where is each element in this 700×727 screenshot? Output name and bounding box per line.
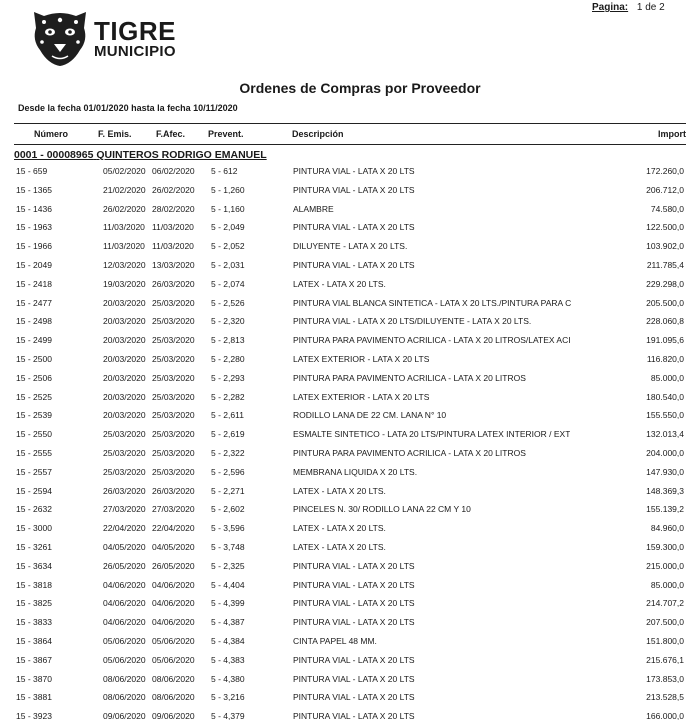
cell-prevent: 5 - 4,384 — [211, 635, 245, 646]
jaguar-head-icon — [28, 6, 92, 68]
table-row — [0, 577, 700, 596]
cell-numero: 15 - 3261 — [16, 541, 52, 552]
cell-afec: 25/03/2020 — [152, 410, 195, 421]
cell-afec: 05/06/2020 — [152, 654, 195, 665]
cell-numero: 15 - 1436 — [16, 203, 52, 214]
cell-afec: 26/03/2020 — [152, 278, 195, 289]
cell-emis: 26/03/2020 — [103, 485, 146, 496]
cell-prevent: 5 - 3,596 — [211, 523, 245, 534]
cell-prevent: 5 - 2,031 — [211, 259, 245, 270]
table-row — [0, 163, 700, 182]
table-row — [0, 652, 700, 671]
header-rule-bottom — [14, 144, 686, 145]
table-row — [0, 389, 700, 408]
cell-afec: 27/03/2020 — [152, 504, 195, 515]
cell-emis: 11/03/2020 — [103, 241, 145, 252]
cell-prevent: 5 - 2,322 — [211, 447, 245, 458]
cell-prevent: 5 - 2,602 — [211, 504, 245, 515]
cell-descripcion: PINTURA VIAL - LATA X 20 LTS — [293, 579, 415, 590]
cell-emis: 05/06/2020 — [103, 635, 146, 646]
cell-emis: 11/03/2020 — [103, 222, 145, 233]
cell-emis: 22/04/2020 — [103, 523, 146, 534]
page-value: 1 de 2 — [636, 2, 665, 13]
table-row — [0, 671, 700, 690]
cell-numero: 15 - 2477 — [16, 297, 52, 308]
table-row — [0, 539, 700, 558]
cell-emis: 05/02/2020 — [103, 166, 146, 176]
cell-prevent: 5 - 4,379 — [211, 711, 245, 722]
table-row — [0, 370, 700, 389]
cell-descripcion: PINTURA VIAL - LATA X 20 LTS — [293, 259, 415, 270]
cell-descripcion: PINTURA VIAL - LATA X 20 LTS — [293, 166, 415, 176]
cell-descripcion: PINTURA VIAL - LATA X 20 LTS — [293, 617, 415, 628]
cell-emis: 26/05/2020 — [103, 560, 146, 571]
cell-emis: 05/06/2020 — [103, 654, 146, 665]
cell-numero: 15 - 659 — [16, 166, 48, 176]
cell-importe: 74.580,0 — [650, 203, 684, 214]
table-row — [0, 483, 700, 502]
cell-afec: 13/03/2020 — [152, 259, 195, 270]
table-row — [0, 558, 700, 577]
page-indicator — [592, 2, 665, 13]
table-row — [0, 313, 700, 332]
cell-descripcion: PINTURA VIAL - LATA X 20 LTS — [293, 711, 415, 722]
cell-numero: 15 - 2525 — [16, 391, 52, 402]
cell-importe: 205.500,0 — [646, 297, 684, 308]
cell-numero: 15 - 3870 — [16, 673, 52, 684]
cell-prevent: 5 - 1,160 — [211, 203, 245, 214]
cell-emis: 20/03/2020 — [103, 353, 146, 364]
cell-descripcion: PINTURA VIAL BLANCA SINTETICA - LATA X 20 LTS./PINTURA PARA C — [293, 297, 572, 308]
cell-descripcion: LATEX - LATA X 20 LTS. — [293, 485, 386, 496]
cell-descripcion: PINTURA VIAL - LATA X 20 LTS — [293, 654, 415, 665]
cell-numero: 15 - 1365 — [16, 184, 52, 195]
cell-afec: 08/06/2020 — [152, 692, 195, 703]
cell-prevent: 5 - 2,325 — [211, 560, 245, 571]
cell-afec: 25/03/2020 — [152, 353, 195, 364]
cell-prevent: 5 - 2,074 — [211, 278, 245, 289]
cell-descripcion: PINCELES N. 30/ RODILLO LANA 22 CM Y 10 — [293, 504, 471, 515]
cell-afec: 04/06/2020 — [152, 598, 195, 609]
table-row — [0, 708, 700, 727]
cell-emis: 21/02/2020 — [103, 184, 146, 195]
table-row — [0, 351, 700, 370]
cell-importe: 148.369,3 — [646, 485, 684, 496]
cell-importe: 85.000,0 — [650, 579, 684, 590]
cell-descripcion: MEMBRANA LIQUIDA X 20 LTS. — [293, 466, 418, 477]
col-header-afec: F.Afec. — [156, 129, 186, 139]
table-row — [0, 295, 700, 314]
cell-prevent: 5 - 2,049 — [211, 222, 245, 233]
cell-prevent: 5 - 2,596 — [211, 466, 245, 477]
cell-prevent: 5 - 2,611 — [211, 410, 244, 421]
col-header-importe: Import — [658, 129, 686, 139]
col-header-emis: F. Emis. — [98, 129, 132, 139]
cell-importe: 155.550,0 — [646, 410, 684, 421]
cell-descripcion: ESMALTE SINTETICO - LATA 20 LTS/PINTURA LATEX INTERIOR / EXT — [293, 429, 571, 440]
table-row — [0, 595, 700, 614]
cell-importe: 215.676,1 — [646, 654, 684, 665]
cell-importe: 85.000,0 — [650, 372, 684, 383]
cell-importe: 122.500,0 — [646, 222, 684, 233]
col-header-numero: Número — [34, 129, 69, 139]
cell-afec: 25/03/2020 — [152, 297, 195, 308]
cell-importe: 215.000,0 — [646, 560, 684, 571]
cell-numero: 15 - 3634 — [16, 560, 52, 571]
cell-emis: 25/03/2020 — [103, 429, 146, 440]
cell-importe: 84.960,0 — [650, 523, 684, 534]
supplier-name: QUINTEROS RODRIGO EMANUEL — [96, 149, 267, 161]
cell-emis: 04/06/2020 — [103, 598, 146, 609]
cell-descripcion: LATEX - LATA X 20 LTS. — [293, 541, 386, 552]
table-row — [0, 445, 700, 464]
cell-numero: 15 - 3833 — [16, 617, 52, 628]
cell-numero: 15 - 2539 — [16, 410, 52, 421]
cell-descripcion: LATEX EXTERIOR - LATA X 20 LTS — [293, 353, 430, 364]
cell-descripcion: DILUYENTE - LATA X 20 LTS. — [293, 241, 408, 252]
cell-emis: 12/03/2020 — [103, 259, 146, 270]
cell-afec: 11/03/2020 — [152, 222, 194, 233]
header-rule-top — [14, 123, 686, 124]
cell-descripcion: PINTURA VIAL - LATA X 20 LTS/DILUYENTE - LATA X 20 LTS. — [293, 316, 532, 327]
supplier-heading — [14, 149, 267, 161]
table-row — [0, 182, 700, 201]
cell-prevent: 5 - 1,260 — [211, 184, 245, 195]
cell-importe: 204.000,0 — [646, 447, 684, 458]
cell-numero: 15 - 3864 — [16, 635, 52, 646]
cell-prevent: 5 - 3,216 — [211, 692, 245, 703]
cell-afec: 25/03/2020 — [152, 316, 195, 327]
cell-afec: 05/06/2020 — [152, 635, 195, 646]
table-row — [0, 407, 700, 426]
cell-numero: 15 - 3867 — [16, 654, 52, 665]
cell-emis: 04/06/2020 — [103, 617, 146, 628]
cell-importe: 211.785,4 — [646, 259, 684, 270]
cell-importe: 155.139,2 — [646, 504, 684, 515]
cell-descripcion: PINTURA VIAL - LATA X 20 LTS — [293, 184, 415, 195]
cell-numero: 15 - 3818 — [16, 579, 52, 590]
cell-descripcion: PINTURA VIAL - LATA X 20 LTS — [293, 673, 415, 684]
cell-emis: 20/03/2020 — [103, 316, 146, 327]
cell-importe: 207.500,0 — [646, 617, 684, 628]
cell-numero: 15 - 2418 — [16, 278, 52, 289]
cell-emis: 09/06/2020 — [103, 711, 146, 722]
cell-prevent: 5 - 2,813 — [211, 335, 245, 346]
cell-afec: 08/06/2020 — [152, 673, 195, 684]
cell-prevent: 5 - 2,280 — [211, 353, 245, 364]
cell-afec: 26/02/2020 — [152, 184, 195, 195]
cell-afec: 26/05/2020 — [152, 560, 195, 571]
cell-descripcion: RODILLO LANA DE 22 CM. LANA N° 10 — [293, 410, 447, 421]
cell-descripcion: PINTURA VIAL - LATA X 20 LTS — [293, 598, 415, 609]
cell-importe: 228.060,8 — [646, 316, 684, 327]
cell-prevent: 5 - 2,271 — [211, 485, 245, 496]
cell-prevent: 5 - 2,293 — [211, 372, 245, 383]
cell-importe: 172.260,0 — [646, 166, 684, 176]
table-row — [0, 464, 700, 483]
cell-numero: 15 - 2555 — [16, 447, 52, 458]
cell-prevent: 5 - 4,404 — [211, 579, 245, 590]
cell-prevent: 5 - 2,526 — [211, 297, 245, 308]
cell-importe: 103.902,0 — [646, 241, 684, 252]
cell-numero: 15 - 2498 — [16, 316, 52, 327]
table-row — [0, 633, 700, 652]
brand-name: TIGRE — [94, 16, 176, 46]
cell-afec: 22/04/2020 — [152, 523, 195, 534]
col-header-prevent: Prevent. — [208, 129, 244, 139]
cell-prevent: 5 - 3,748 — [211, 541, 245, 552]
cell-afec: 04/06/2020 — [152, 579, 195, 590]
cell-numero: 15 - 3923 — [16, 711, 52, 722]
table-row — [0, 332, 700, 351]
cell-importe: 116.820,0 — [646, 353, 684, 364]
cell-descripcion: PINTURA PARA PAVIMENTO ACRILICA - LATA X 20 LITROS/LATEX ACI — [293, 335, 571, 346]
cell-numero: 15 - 2550 — [16, 429, 52, 440]
table-row — [0, 501, 700, 520]
table-row — [0, 219, 700, 238]
cell-emis: 20/03/2020 — [103, 391, 146, 402]
cell-descripcion: ALAMBRE — [293, 203, 334, 214]
report-title: Ordenes de Compras por Proveedor — [239, 80, 481, 96]
cell-descripcion: PINTURA PARA PAVIMENTO ACRILICA - LATA X 20 LITROS — [293, 372, 526, 383]
cell-descripcion: LATEX - LATA X 20 LTS. — [293, 523, 386, 534]
cell-afec: 06/02/2020 — [152, 166, 195, 176]
cell-prevent: 5 - 4,387 — [211, 617, 245, 628]
cell-descripcion: CINTA PAPEL 48 MM. — [293, 635, 377, 646]
cell-numero: 15 - 2499 — [16, 335, 52, 346]
brand-subname: MUNICIPIO — [94, 43, 176, 60]
cell-importe: 151.800,0 — [646, 635, 684, 646]
cell-importe: 147.930,0 — [646, 466, 684, 477]
cell-descripcion: PINTURA PARA PAVIMENTO ACRILICA - LATA X 20 LITROS — [293, 447, 526, 458]
supplier-code: 0001 - 00008965 — [14, 149, 94, 161]
cell-importe: 213.528,5 — [646, 692, 684, 703]
cell-afec: 04/06/2020 — [152, 617, 195, 628]
cell-afec: 25/03/2020 — [152, 335, 195, 346]
cell-emis: 20/03/2020 — [103, 335, 146, 346]
cell-numero: 15 - 2506 — [16, 372, 52, 383]
cell-prevent: 5 - 2,619 — [211, 429, 245, 440]
orders-table — [0, 163, 700, 727]
cell-importe: 229.298,0 — [646, 278, 684, 289]
cell-prevent: 5 - 4,399 — [211, 598, 245, 609]
cell-prevent: 5 - 2,282 — [211, 391, 245, 402]
cell-prevent: 5 - 2,320 — [211, 316, 245, 327]
cell-descripcion: PINTURA VIAL - LATA X 20 LTS — [293, 222, 415, 233]
cell-numero: 15 - 3000 — [16, 523, 52, 534]
cell-numero: 15 - 2500 — [16, 353, 52, 364]
table-row — [0, 201, 700, 220]
cell-descripcion: PINTURA VIAL - LATA X 20 LTS — [293, 560, 415, 571]
cell-importe: 132.013,4 — [646, 429, 684, 440]
table-row — [0, 614, 700, 633]
cell-importe: 173.853,0 — [646, 673, 684, 684]
cell-prevent: 5 - 2,052 — [211, 241, 245, 252]
cell-importe: 214.707,2 — [646, 598, 684, 609]
cell-prevent: 5 - 612 — [211, 166, 238, 176]
table-row — [0, 689, 700, 708]
cell-emis: 25/03/2020 — [103, 466, 146, 477]
cell-importe: 159.300,0 — [646, 541, 684, 552]
table-row — [0, 426, 700, 445]
cell-numero: 15 - 2594 — [16, 485, 52, 496]
cell-emis: 20/03/2020 — [103, 372, 146, 383]
report-date-range: Desde la fecha 01/01/2020 hasta la fecha 10/11/2020 — [18, 103, 238, 113]
cell-afec: 25/03/2020 — [152, 466, 195, 477]
table-row — [0, 276, 700, 295]
cell-emis: 08/06/2020 — [103, 673, 146, 684]
cell-numero: 15 - 2557 — [16, 466, 52, 477]
cell-prevent: 5 - 4,383 — [211, 654, 245, 665]
cell-emis: 26/02/2020 — [103, 203, 146, 214]
cell-numero: 15 - 3825 — [16, 598, 52, 609]
cell-afec: 25/03/2020 — [152, 447, 195, 458]
cell-afec: 25/03/2020 — [152, 429, 195, 440]
page-label: Pagina: — [592, 2, 629, 13]
cell-emis: 04/06/2020 — [103, 579, 146, 590]
cell-descripcion: PINTURA VIAL - LATA X 20 LTS — [293, 692, 415, 703]
cell-emis: 25/03/2020 — [103, 447, 146, 458]
cell-descripcion: LATEX EXTERIOR - LATA X 20 LTS — [293, 391, 430, 402]
cell-afec: 09/06/2020 — [152, 711, 195, 722]
table-row — [0, 257, 700, 276]
cell-prevent: 5 - 4,380 — [211, 673, 245, 684]
cell-emis: 20/03/2020 — [103, 297, 146, 308]
col-header-descripcion: Descripción — [292, 129, 344, 139]
cell-emis: 19/03/2020 — [103, 278, 146, 289]
table-row — [0, 238, 700, 257]
cell-emis: 20/03/2020 — [103, 410, 146, 421]
cell-numero: 15 - 2632 — [16, 504, 52, 515]
cell-descripcion: LATEX - LATA X 20 LTS. — [293, 278, 386, 289]
cell-afec: 25/03/2020 — [152, 372, 195, 383]
cell-afec: 25/03/2020 — [152, 391, 195, 402]
cell-afec: 11/03/2020 — [152, 241, 194, 252]
cell-importe: 180.540,0 — [646, 391, 684, 402]
cell-importe: 166.000,0 — [646, 711, 684, 722]
cell-numero: 15 - 1963 — [16, 222, 52, 233]
table-row — [0, 520, 700, 539]
cell-importe: 191.095,6 — [646, 335, 684, 346]
cell-numero: 15 - 1966 — [16, 241, 52, 252]
cell-afec: 26/03/2020 — [152, 485, 195, 496]
cell-emis: 04/05/2020 — [103, 541, 146, 552]
cell-afec: 28/02/2020 — [152, 203, 195, 214]
cell-emis: 08/06/2020 — [103, 692, 146, 703]
cell-emis: 27/03/2020 — [103, 504, 146, 515]
cell-importe: 206.712,0 — [646, 184, 684, 195]
cell-numero: 15 - 3881 — [16, 692, 52, 703]
cell-numero: 15 - 2049 — [16, 259, 52, 270]
cell-afec: 04/05/2020 — [152, 541, 195, 552]
